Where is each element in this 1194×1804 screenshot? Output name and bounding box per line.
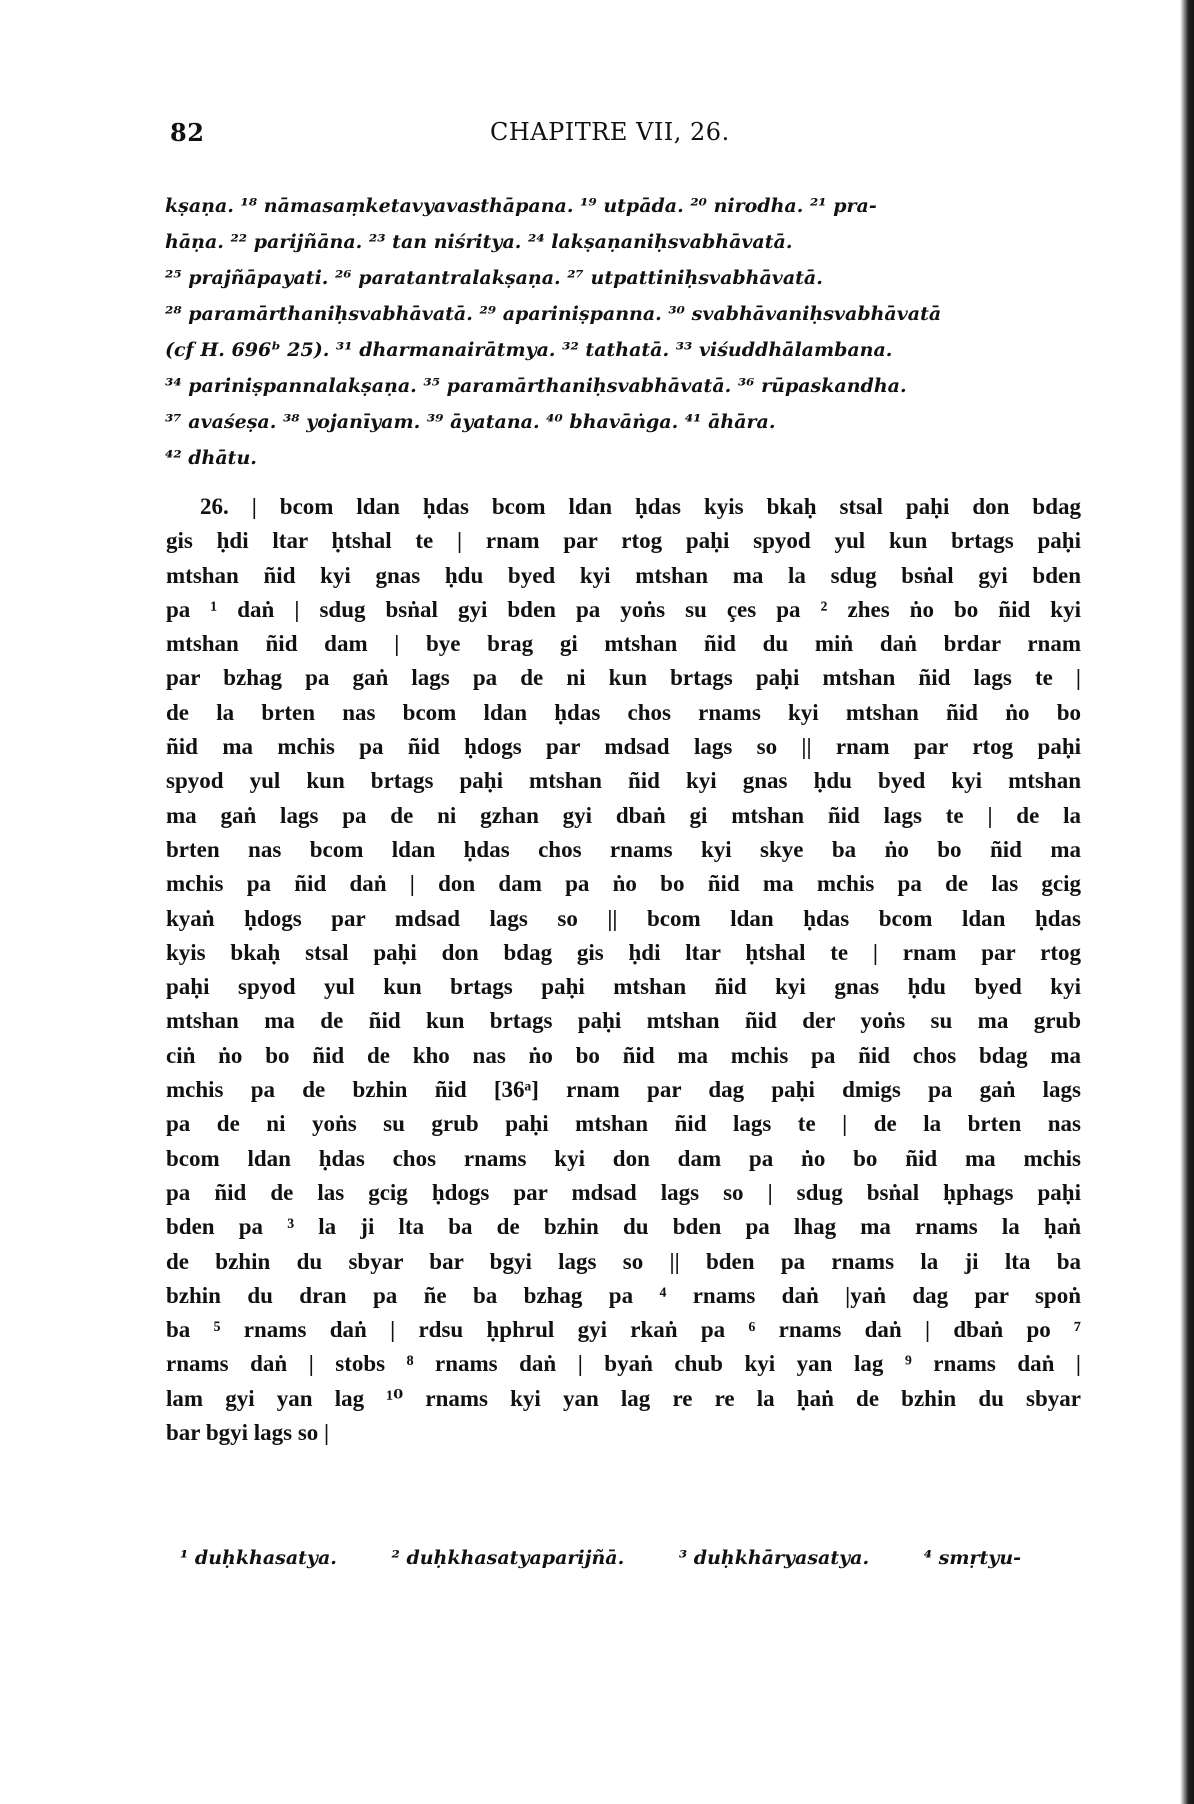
note-line: hāṇa. ²² parijñāna. ²³ tan niśritya. ²⁴ lakṣaṇaniḥsvabhāvatā. bbox=[165, 231, 793, 253]
text-line: lam gyi yan lag ¹⁰ rnams kyi yan lag re re la ḥaṅ de bzhin du sbyar bbox=[166, 1385, 1081, 1411]
text-line: pa ¹ daṅ | sdug bsṅal gyi bden pa yoṅs su çes pa ² zhes ṅo bo ñid kyi bbox=[166, 596, 1081, 622]
page-number: 82 bbox=[170, 118, 205, 147]
text-line: bcom ldan ḥdas chos rnams kyi don dam pa ṅo bo ñid ma mchis bbox=[166, 1145, 1081, 1171]
continued-notes bbox=[165, 188, 1085, 476]
text-line: mtshan ñid dam | bye brag gi mtshan ñid du miṅ daṅ brdar rnam bbox=[166, 631, 1081, 657]
text-line: paḥi spyod yul kun brtags paḥi mtshan ñid kyi gnas ḥdu byed kyi bbox=[166, 974, 1081, 1000]
text-line: mchis pa de bzhin ñid [36ᵃ] rnam par dag paḥi dmigs pa gaṅ lags bbox=[166, 1077, 1081, 1103]
text-line: mtshan ma de ñid kun brtags paḥi mtshan ñid der yoṅs su ma grub bbox=[166, 1008, 1081, 1034]
text-line: kyis bkaḥ stsal paḥi don bdag gis ḥdi ltar ḥtshal te | rnam par rtog bbox=[166, 939, 1081, 965]
text-line: bzhin du dran pa ñe ba bzhag pa ⁴ rnams daṅ |yaṅ dag par spoṅ bbox=[166, 1282, 1081, 1308]
scan-edge-shadow bbox=[1180, 0, 1194, 1804]
note-line: ³⁷ avaśeṣa. ³⁸ yojanīyam. ³⁹ āyatana. ⁴⁰ bhavāṅga. ⁴¹ āhāra. bbox=[165, 411, 776, 433]
text-line: ma gaṅ lags pa de ni gzhan gyi dbaṅ gi mtshan ñid lags te | de la bbox=[166, 802, 1081, 828]
text-line: de bzhin du sbyar bar bgyi lags so || bden pa rnams la ji lta ba bbox=[166, 1248, 1081, 1274]
text-line: mchis pa ñid daṅ | don dam pa ṅo bo ñid ma mchis pa de las gcig bbox=[166, 871, 1081, 897]
text-line: ciṅ ṅo bo ñid de kho nas ṅo bo ñid ma mchis pa ñid chos bdag ma bbox=[166, 1042, 1081, 1068]
text-line: pa ñid de las gcig ḥdogs par mdsad lags so | sdug bsṅal ḥphags paḥi bbox=[166, 1179, 1081, 1205]
text-line: spyod yul kun brtags paḥi mtshan ñid kyi gnas ḥdu byed kyi mtshan bbox=[166, 768, 1081, 794]
text-line: mtshan ñid kyi gnas ḥdu byed kyi mtshan ma la sdug bsṅal gyi bden bbox=[166, 562, 1081, 588]
text-line: brten nas bcom ldan ḥdas chos rnams kyi skye ba ṅo bo ñid ma bbox=[166, 836, 1081, 862]
text-line: de la brten nas bcom ldan ḥdas chos rnams kyi mtshan ñid ṅo bo bbox=[166, 699, 1081, 725]
note-line: kṣaṇa. ¹⁸ nāmasaṃketavyavasthāpana. ¹⁹ utpāda. ²⁰ nirodha. ²¹ pra- bbox=[165, 195, 877, 217]
note-line: (cf H. 696ᵇ 25). ³¹ dharmanairātmya. ³² tathatā. ³³ viśuddhālambana. bbox=[165, 339, 893, 361]
text-line: bden pa ³ la ji lta ba de bzhin du bden pa lhag ma rnams la ḥaṅ bbox=[166, 1214, 1081, 1240]
text-line: ba ⁵ rnams daṅ | rdsu ḥphrul gyi rkaṅ pa ⁶ rnams daṅ | dbaṅ po ⁷ bbox=[166, 1317, 1081, 1343]
note-line: ⁴² dhātu. bbox=[165, 447, 257, 469]
note-line: ³⁴ pariniṣpannalakṣaṇa. ³⁵ paramārthaniḥsvabhāvatā. ³⁶ rūpaskandha. bbox=[165, 375, 907, 397]
text-line: gis ḥdi ltar ḥtshal te | rnam par rtog paḥi spyod yul kun brtags paḥi bbox=[166, 528, 1081, 554]
text-line: par bzhag pa gaṅ lags pa de ni kun brtags paḥi mtshan ñid lags te | bbox=[166, 665, 1081, 691]
note-line: ²⁵ prajñāpayati. ²⁶ paratantralakṣaṇa. ²⁷ utpattiniḥsvabhāvatā. bbox=[165, 267, 823, 289]
text-line: pa de ni yoṅs su grub paḥi mtshan ñid lags te | de la brten nas bbox=[166, 1111, 1081, 1137]
footnote: ⁴ smṛtyu- bbox=[923, 1547, 1022, 1569]
text-line: rnams daṅ | stobs ⁸ rnams daṅ | byaṅ chub kyi yan lag ⁹ rnams daṅ | bbox=[166, 1351, 1081, 1377]
footnote: ² duḥkhasatyaparijñā. bbox=[391, 1547, 625, 1569]
footnotes bbox=[180, 1547, 1080, 1569]
note-line: ²⁸ paramārthaniḥsvabhāvatā. ²⁹ apariniṣpanna. ³⁰ svabhāvaniḥsvabhāvatā bbox=[165, 303, 942, 325]
running-title: CHAPITRE VII, 26. bbox=[490, 118, 730, 146]
text-line: 26. | bcom ldan ḥdas bcom ldan ḥdas kyis bkaḥ stsal paḥi don bdag bbox=[200, 494, 1081, 519]
text-line: bar bgyi lags so | bbox=[166, 1420, 330, 1446]
footnote: ¹ duḥkhasatya. bbox=[180, 1547, 337, 1569]
footnote: ³ duḥkhāryasatya. bbox=[678, 1547, 870, 1569]
text-line: ñid ma mchis pa ñid ḥdogs par mdsad lags so || rnam par rtog paḥi bbox=[166, 734, 1081, 760]
text-line: kyaṅ ḥdogs par mdsad lags so || bcom ldan ḥdas bcom ldan ḥdas bbox=[166, 905, 1081, 931]
main-text bbox=[166, 490, 1081, 1450]
